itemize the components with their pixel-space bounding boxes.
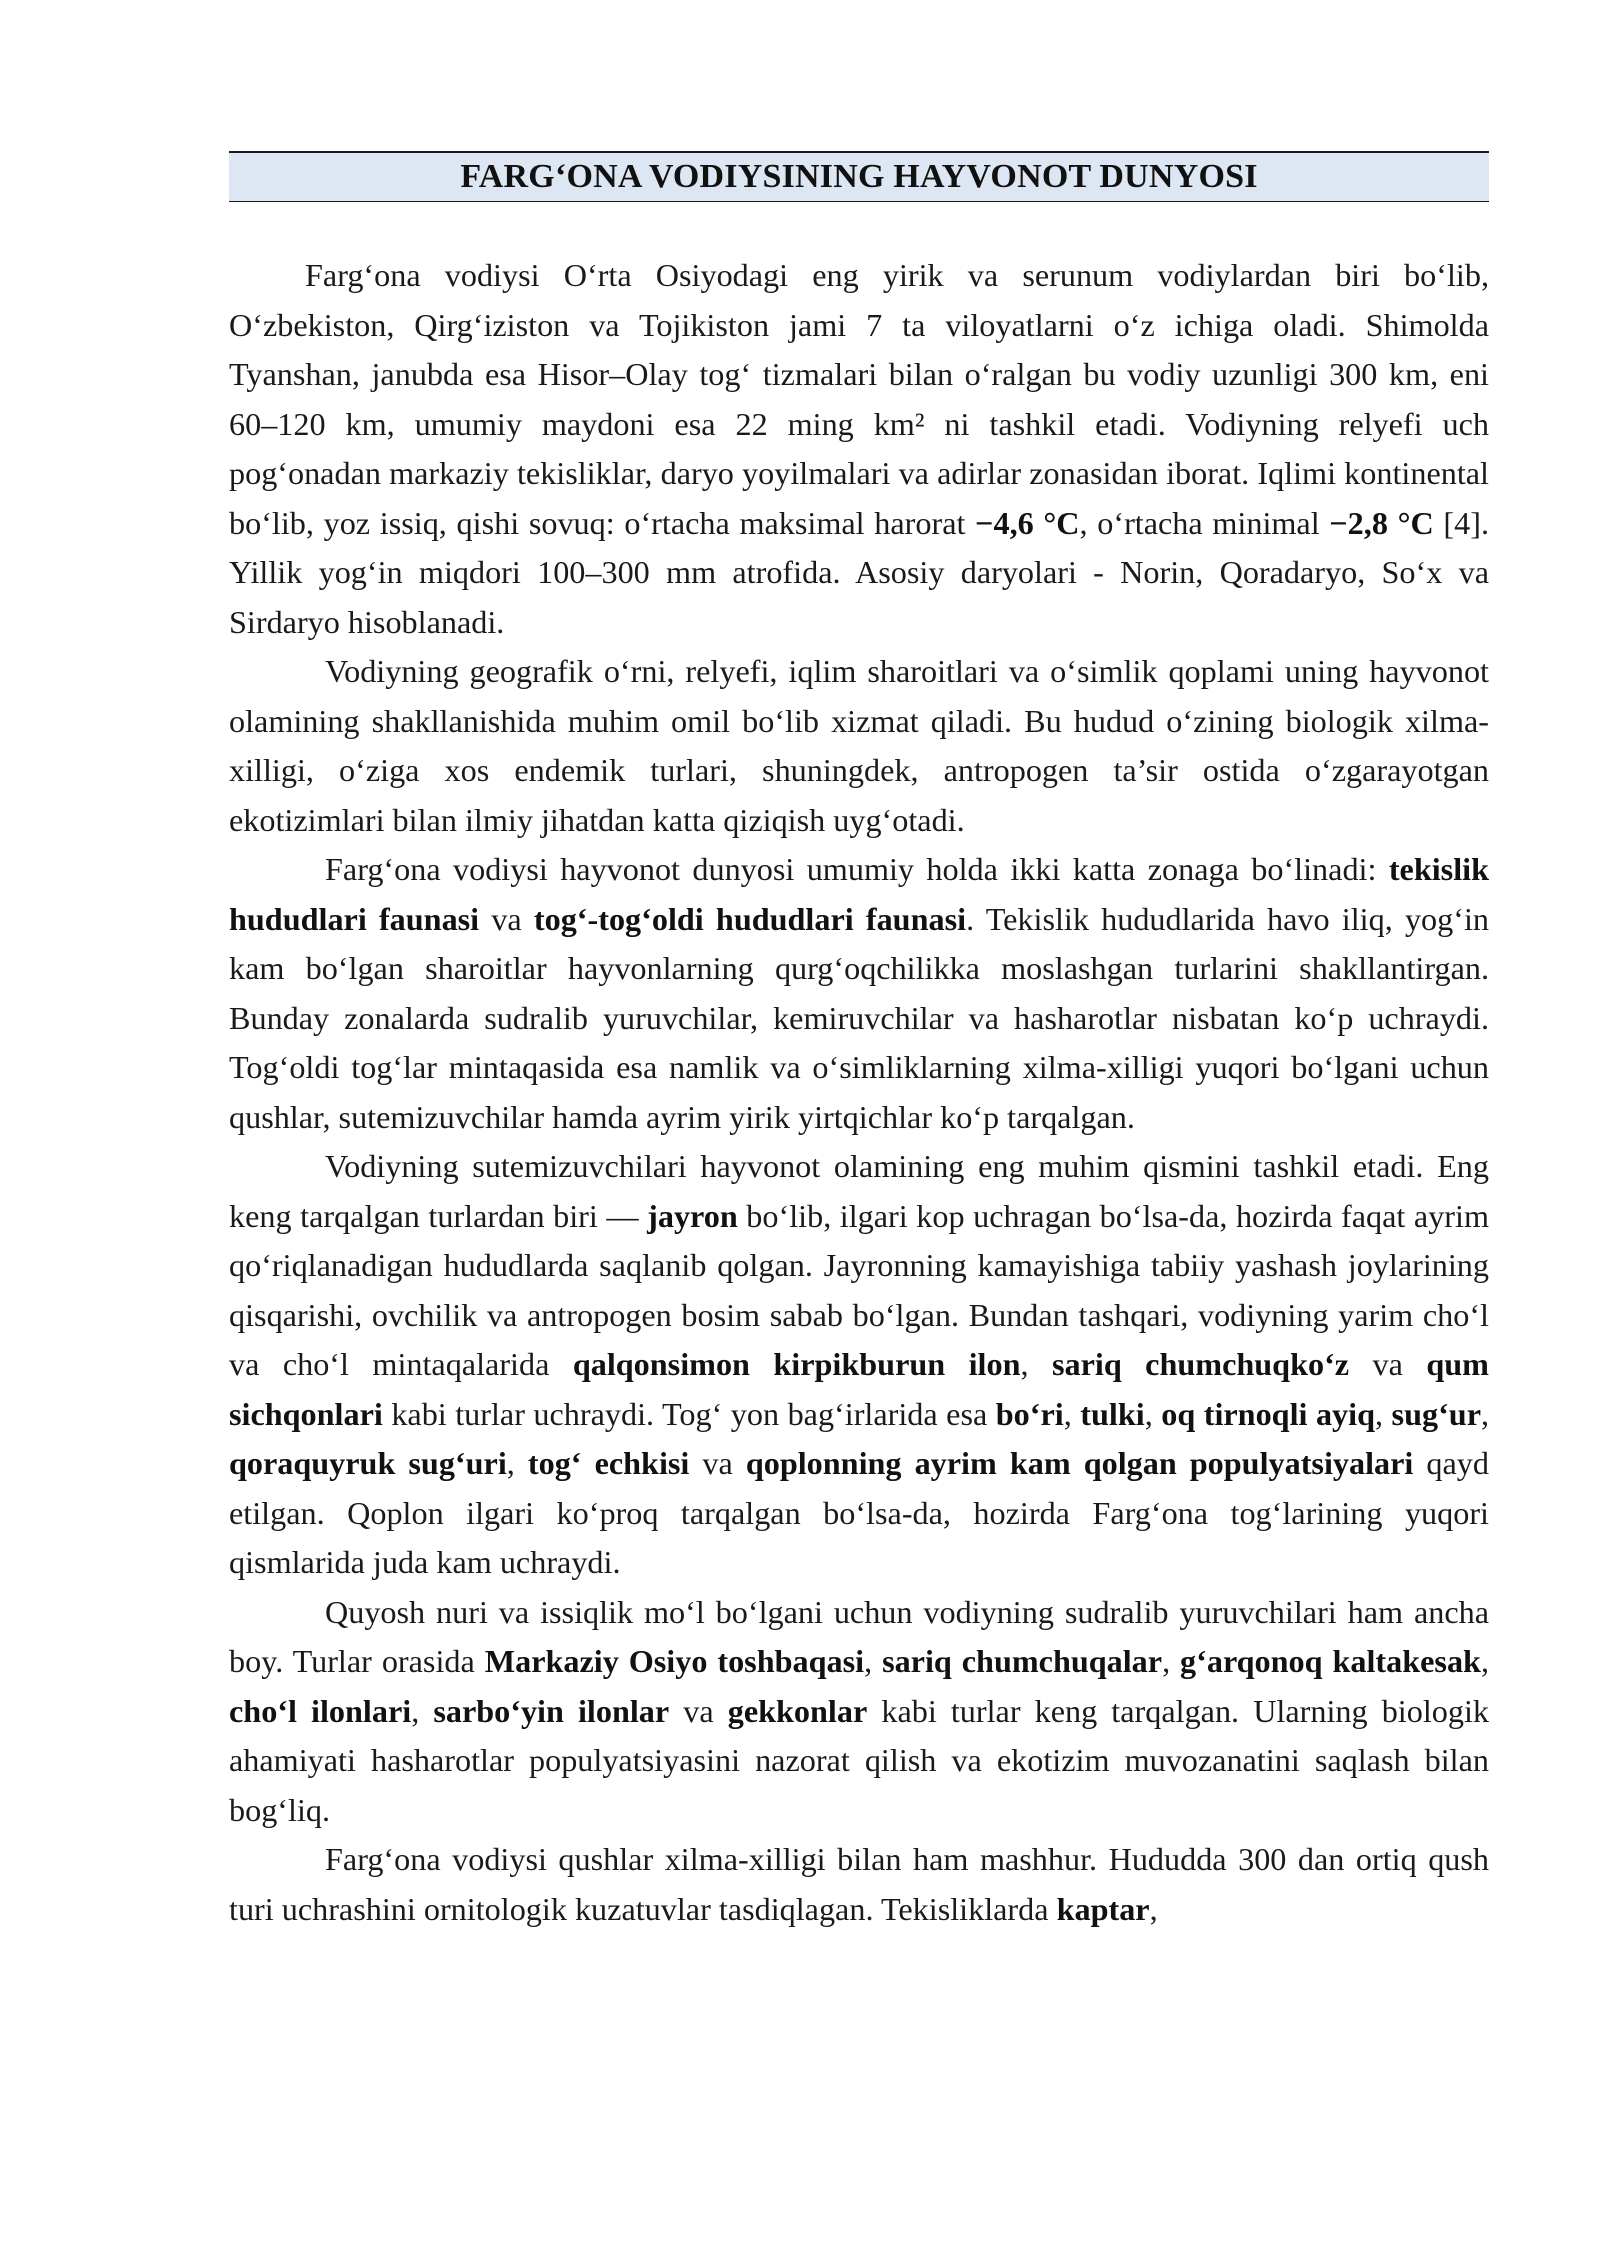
text-run: , [1144,1395,1162,1432]
text-run: qayd etilgan. Qoplon ilgari ko‘proq tarqalgan bo‘lsa-da, hozirda Farg‘ona tog‘larining yuqori qismlarida juda kam uchraydi. [229,1445,1489,1580]
bold-term: jayron [647,1197,738,1234]
body-paragraph [229,845,1489,1142]
bold-term: qoplonning ayrim kam qolgan populyatsiyalari [745,1445,1414,1481]
text-run: va [479,900,534,937]
text-run: , [1063,1395,1081,1432]
bold-term: qum sichqonlari [229,1346,1489,1432]
text-run: [4]. Yillik yog‘in miqdori 100–300 mm atrofida. Asosiy daryolari - Norin, Qoradaryo, So‘x va Sirdaryo hisoblanadi. [229,504,1489,640]
bold-term: sariq chumchuqalar [882,1643,1163,1679]
text-run: , [411,1692,434,1729]
text-run: , o‘rtacha minimal [1079,504,1330,541]
bold-term: sug‘ur [1391,1395,1481,1432]
text-run: , [1480,1643,1489,1679]
bold-term: −4,6 °C [975,504,1080,541]
text-run: Farg‘ona vodiysi O‘rta Osiyodagi eng yirik va serunum vodiylardan biri bo‘lib, O‘zbekiston, Qirg‘iziston va Tojikiston jami 7 ta viloyatlarni o‘z ichiga oladi. Shimolda Tyanshan, janubda esa Hisor–Olay tog‘ tizmalari bilan o‘ralgan bu vodiy uzunligi 300 km, eni 60–120 km, umumiy maydoni esa 22 ming km² ni tashkil etadi. Vodiyning relyefi uch pog‘onadan markaziy tekisliklar, daryo yoyilmalari va adirlar zonasidan iborat. Iqlimi kontinental bo‘lib, yoz issiq, qishi sovuq: o‘rtacha maksimal harorat [229,257,1489,541]
bold-term: tulki [1080,1395,1145,1432]
bold-term: tekislik hududlari faunasi [229,851,1489,937]
body-paragraph [229,1142,1489,1588]
bold-term: qalqonsimon kirpikburun ilon [572,1346,1021,1382]
text-run: , [1375,1395,1392,1432]
text-run: kabi turlar uchraydi. Tog‘ yon bag‘irlarida esa [382,1395,996,1432]
body-paragraph [229,647,1489,845]
bold-term: sarbo‘yin ilonlar [433,1692,670,1729]
text-run: Vodiyning sutemizuvchilari hayvonot olamining eng muhim qismini tashkil etadi. Eng keng tarqalgan turlardan biri — [229,1148,1489,1234]
document-title: FARG‘ONA VODIYSINING HAYVONOT DUNYOSI [460,158,1258,195]
text-run: kabi turlar keng tarqalgan. Ularning biologik ahamiyati hasharotlar populyatsiyasini nazorat qilish va ekotizim muvozanatini saqlash bilan bog‘liq. [229,1692,1489,1828]
bold-term: oq tirnoqli ayiq [1161,1395,1375,1432]
body-paragraph [229,1835,1489,1934]
text-run: . Tekislik hududlarida havo iliq, yog‘in kam bo‘lgan sharoitlar hayvonlarning qurg‘oqchilikka moslashgan turlarini shakllantirgan. Bunday zonalarda sudralib yuruvchilar, kemiruvchilar va hasharotlar nisbatan ko‘p uchraydi. Tog‘oldi tog‘lar mintaqasida esa namlik va o‘simliklarning xilma-xilligi yuqori bo‘lgani uchun qushlar, sutemizuvchilar hamda ayrim yirik yirtqichlar ko‘p tarqalgan. [229,900,1489,1135]
body-paragraph [229,251,1489,647]
bold-term: g‘arqonoq kaltakesak [1180,1643,1481,1679]
text-run: Vodiyning geografik o‘rni, relyefi, iqlim sharoitlari va o‘simlik qoplami uning hayvonot olamining shakllanishida muhim omil bo‘lib xizmat qiladi. Bu hudud o‘zining biologik xilma-xilligi, o‘ziga xos endemik turlari, shuningdek, antropogen ta’sir ostida o‘zgarayotgan ekotizimlari bilan ilmiy jihatdan katta qiziqish uyg‘otadi. [229,653,1489,838]
bold-term: cho‘l ilonlari [229,1692,412,1729]
text-run: , [506,1445,528,1481]
text-run: , [1480,1395,1490,1432]
text-run: bo‘lib, ilgari kop uchragan bo‘lsa-da, hozirda faqat ayrim qo‘riqlanadigan hududlarda saqlanib qolgan. Jayronning kamayishiga tabiiy yashash joylarining qisqarishi, ovchilik va antropogen bosim sabab bo‘lgan. Bundan tashqari, vodiyning yarim cho‘l va cho‘l mintaqalarida [229,1197,1489,1382]
bold-term: tog‘-tog‘oldi hududlari faunasi [533,900,967,937]
text-run: Farg‘ona vodiysi hayvonot dunyosi umumiy holda ikki katta zonaga bo‘linadi: [325,851,1389,887]
text-run: Farg‘ona vodiysi qushlar xilma-xilligi bilan ham mashhur. Hududda 300 dan ortiq qush turi uchrashini ornitologik kuzatuvlar tasdiqlagan. Tekisliklarda [229,1841,1489,1927]
text-run: , [864,1643,883,1679]
bold-term: gekkonlar [727,1692,868,1729]
bold-term: −2,8 °C [1329,504,1434,541]
bold-term: Markaziy Osiyo toshbaqasi [484,1643,865,1679]
bold-term: kaptar [1056,1890,1150,1927]
text-run: va [669,1692,728,1729]
bold-term: qoraquyruk sug‘uri [229,1445,507,1481]
bold-term: tog‘ echkisi [527,1445,690,1481]
document-body [229,251,1489,1934]
text-run: va [1349,1346,1427,1382]
bold-term: bo‘ri [995,1395,1064,1432]
title-banner [229,151,1489,202]
text-run: , [1162,1643,1181,1679]
text-run: , [1020,1346,1052,1382]
text-run: Quyosh nuri va issiqlik mo‘l bo‘lgani uchun vodiyning sudralib yuruvchilari ham ancha boy. Turlar orasida [229,1593,1489,1679]
bold-term: sariq chumchuqko‘z [1051,1346,1350,1382]
body-paragraph [229,1588,1489,1836]
text-run: va [689,1445,746,1481]
text-run: , [1149,1890,1158,1927]
